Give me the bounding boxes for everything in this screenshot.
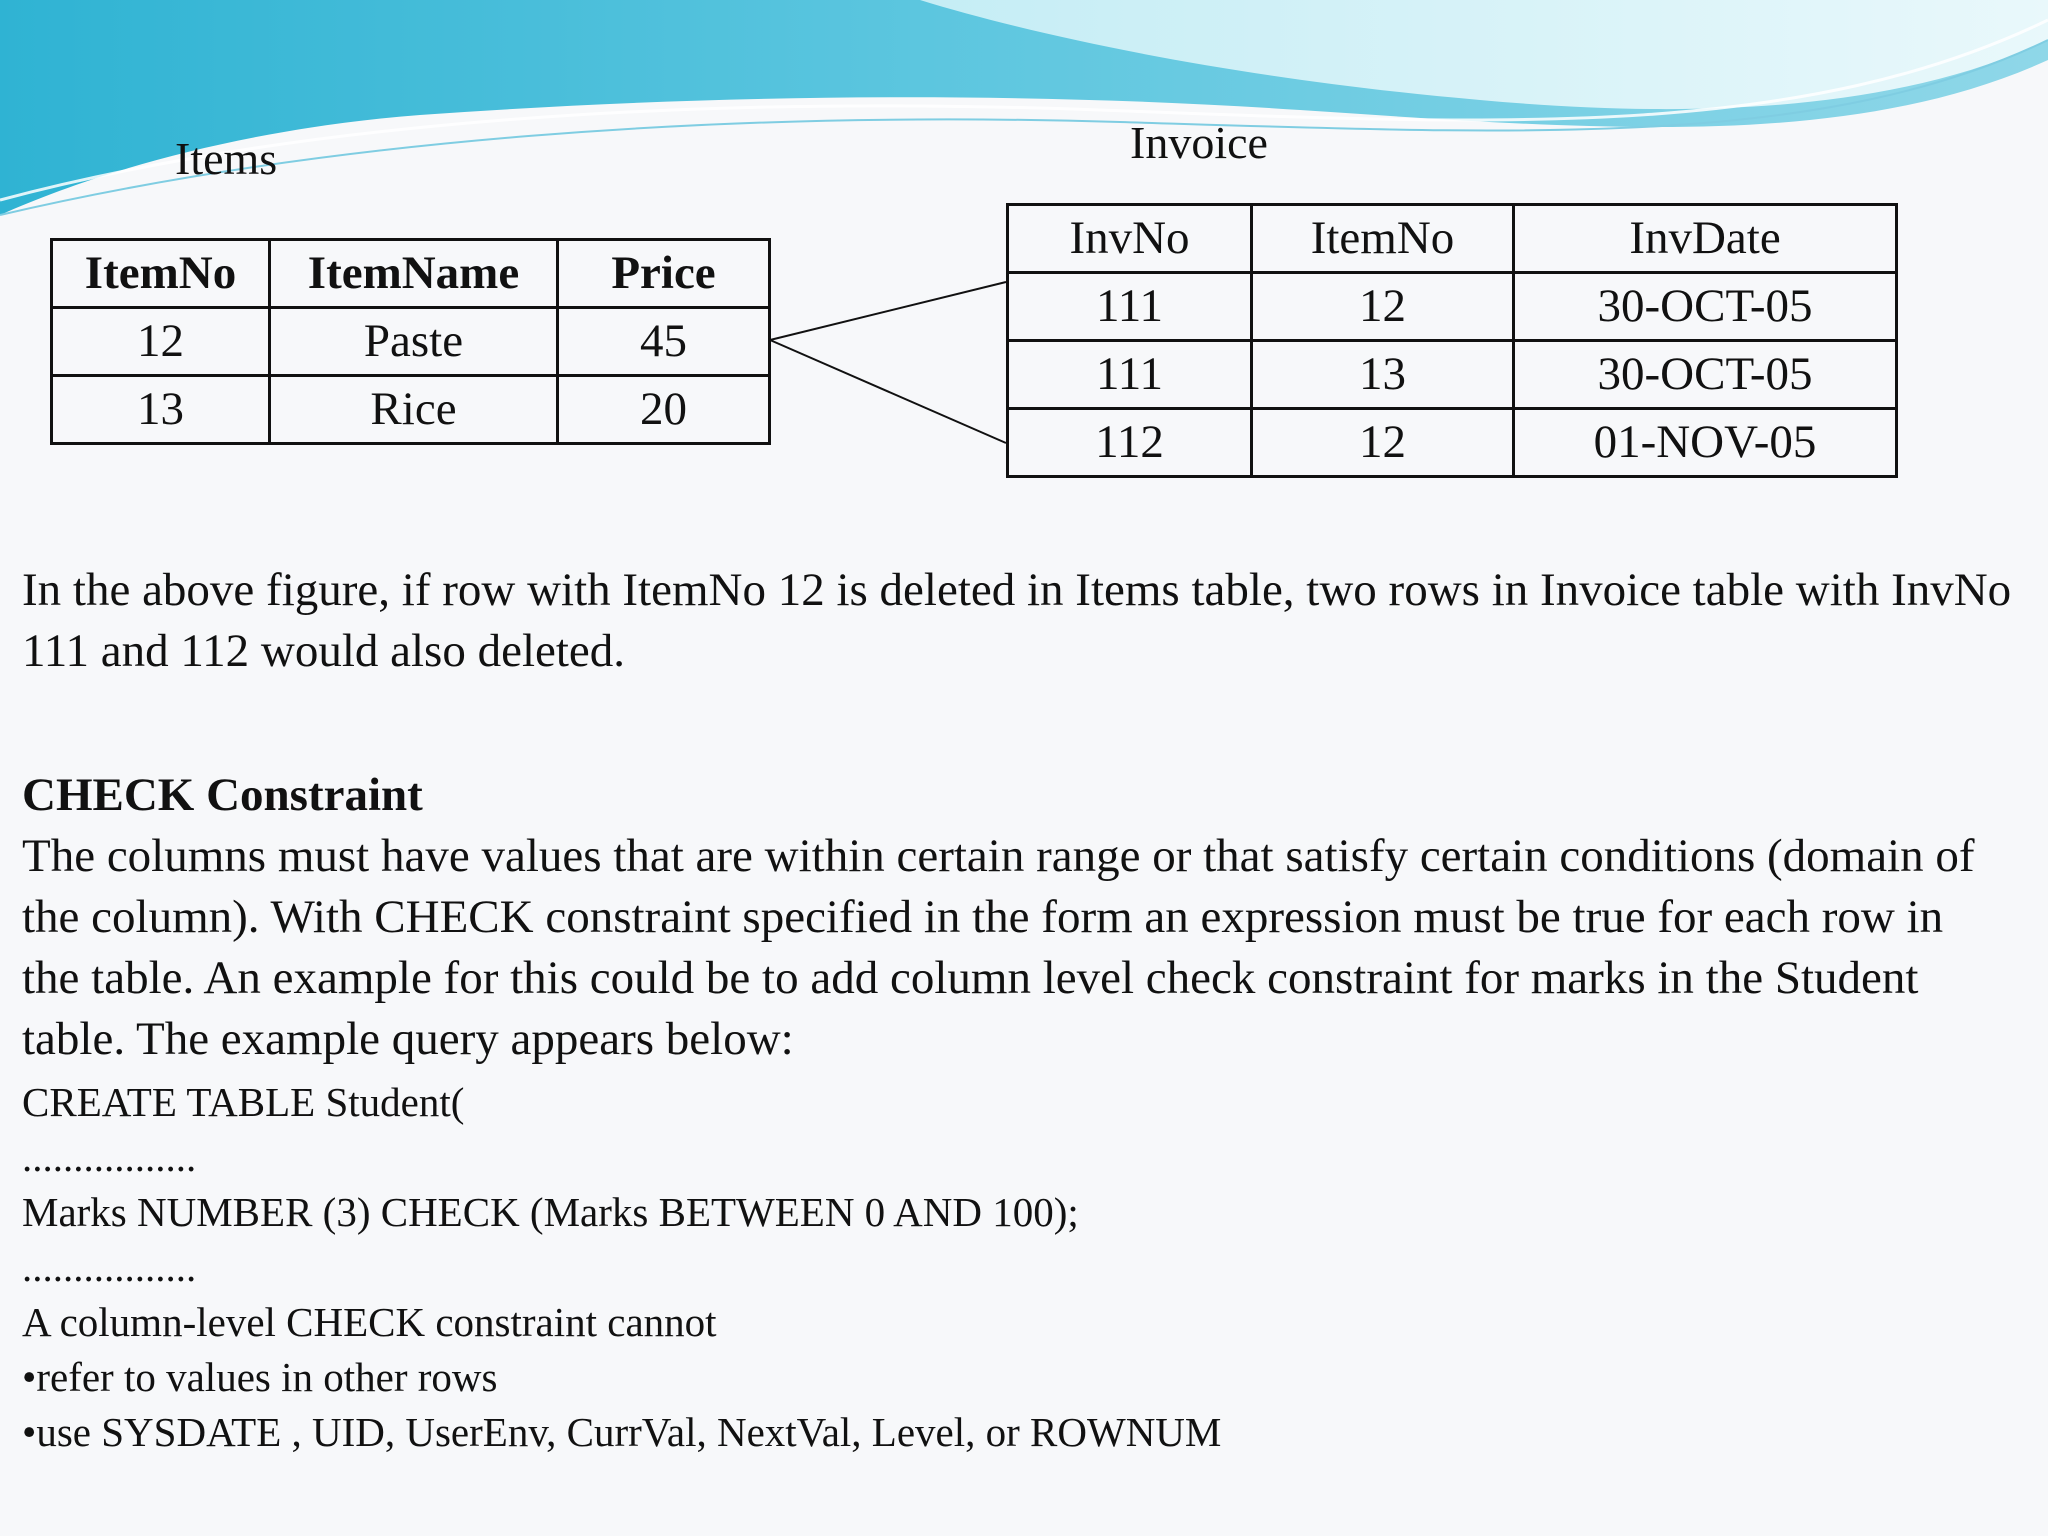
items-header-itemno: ItemNo [52,240,270,308]
items-cell: 13 [52,376,270,444]
items-cell: 45 [558,308,770,376]
invoice-table-caption: Invoice [1130,117,1268,168]
items-table-header-row [52,240,770,308]
items-cell: Paste [270,308,558,376]
invoice-cell: 111 [1008,273,1252,341]
table-row [52,376,770,444]
check-constraint-example [22,1075,1221,1460]
invoice-cell: 30-OCT-05 [1514,341,1897,409]
items-header-itemname: ItemName [270,240,558,308]
invoice-cell: 12 [1252,409,1514,477]
items-table [50,238,771,445]
items-table-caption: Items [175,133,278,184]
invoice-table-header-row [1008,205,1897,273]
invoice-cell: 112 [1008,409,1252,477]
invoice-header-itemno: ItemNo [1252,205,1514,273]
invoice-table [1006,203,1898,478]
check-constraint-heading: CHECK Constraint [22,769,423,821]
cascade-explanation [22,560,2012,682]
table-row [52,308,770,376]
table-row [1008,341,1897,409]
invoice-cell: 01-NOV-05 [1514,409,1897,477]
invoice-cell: 12 [1252,273,1514,341]
invoice-cell: 30-OCT-05 [1514,273,1897,341]
code-line: CREATE TABLE Student( [22,1079,465,1125]
check-constraint-section [22,765,2012,1070]
code-line: ................. [22,1244,197,1290]
connector-line-to-row-1 [770,282,1006,340]
table-row [1008,409,1897,477]
code-line: •use SYSDATE , UID, UserEnv, CurrVal, NextVal, Level, or ROWNUM [22,1409,1222,1455]
connector-line-to-row-3 [770,340,1006,443]
items-cell: 12 [52,308,270,376]
code-line: •refer to values in other rows [22,1354,498,1400]
invoice-header-invno: InvNo [1008,205,1252,273]
items-cell: 20 [558,376,770,444]
invoice-header-invdate: InvDate [1514,205,1897,273]
invoice-cell: 13 [1252,341,1514,409]
invoice-cell: 111 [1008,341,1252,409]
code-line: ................. [22,1134,197,1180]
items-cell: Rice [270,376,558,444]
items-header-price: Price [558,240,770,308]
code-line: Marks NUMBER (3) CHECK (Marks BETWEEN 0 AND 100); [22,1189,1079,1235]
table-row [1008,273,1897,341]
explanation-text: In the above figure, if row with ItemNo 12 is deleted in Items table, two rows in Invoice table with InvNo 111 and 112 would also deleted. [22,564,2012,677]
check-constraint-body: The columns must have values that are within certain range or that satisfy certain conditions (domain of the column). With CHECK constraint specified in the form an expression must be true for each row in the table. An example for this could be to add column level check constraint for marks in the Student table. The example query appears below: [22,830,1975,1065]
code-line: A column-level CHECK constraint cannot [22,1299,717,1345]
